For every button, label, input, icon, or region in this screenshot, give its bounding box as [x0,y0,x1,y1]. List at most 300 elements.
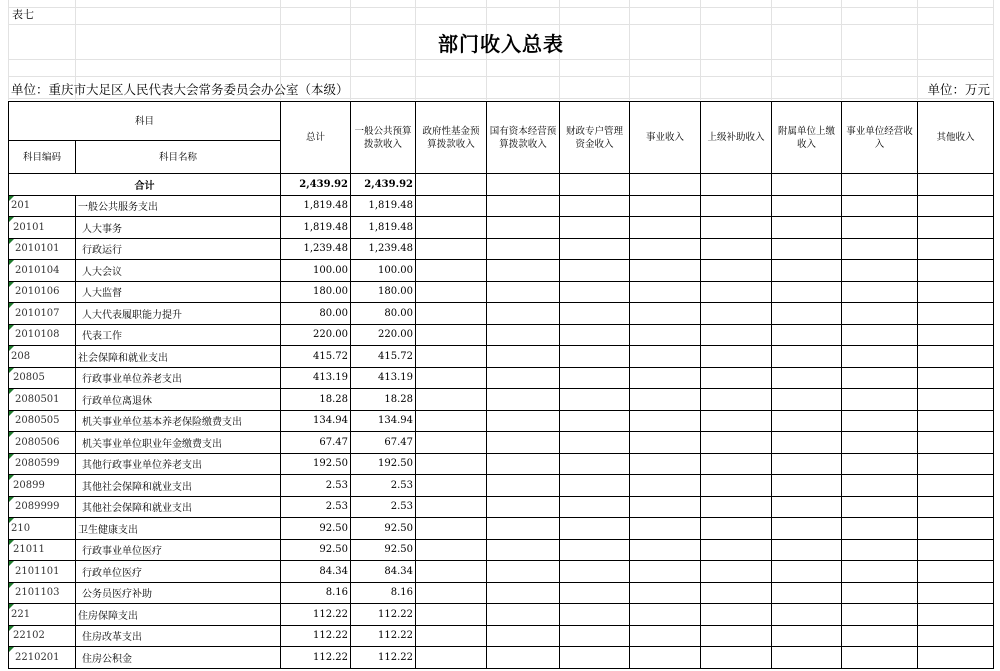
empty-cell [701,281,772,303]
empty-cell [630,346,701,368]
unit-department: 单位：重庆市大足区人民代表大会常务委员会办公室（本级） [11,82,349,97]
subject-code-cell: 221 [9,604,76,626]
empty-cell [772,582,842,604]
empty-cell [487,367,560,389]
empty-cell [701,346,772,368]
cell-marker-icon [9,346,14,351]
empty-cell [701,647,772,669]
empty-cell [487,238,560,260]
cell-marker-icon [9,626,14,631]
subject-name-cell: 人大事务 [76,217,281,239]
empty-cell [918,195,994,217]
income-table [8,101,994,669]
empty-cell [842,346,918,368]
empty-cell [630,604,701,626]
empty-cell [701,432,772,454]
empty-cell [630,367,701,389]
subject-name-cell: 其他社会保障和就业支出 [76,475,281,497]
empty-cell [416,303,487,325]
empty-cell [630,281,701,303]
empty-cell [560,432,630,454]
total-cell: 1,819.48 [281,217,351,239]
table-row [9,389,994,411]
table-row [9,260,994,282]
empty-cell [560,496,630,518]
general-budget-cell: 100.00 [351,260,416,282]
subject-name-cell: 人大代表履职能力提升 [76,303,281,325]
empty-cell [630,561,701,583]
table-row [9,475,994,497]
empty-cell [487,303,560,325]
table-row [9,217,994,239]
subject-name-cell: 卫生健康支出 [76,518,281,540]
header-col-superior-subsidy: 上级补助收入 [701,102,772,174]
cell-marker-icon [9,325,14,330]
cell-marker-icon [9,411,14,416]
table-row [9,604,994,626]
general-budget-cell: 80.00 [351,303,416,325]
empty-cell [416,324,487,346]
empty-cell [918,453,994,475]
empty-cell [416,518,487,540]
empty-cell [630,432,701,454]
general-budget-cell: 2.53 [351,475,416,497]
cell-marker-icon [9,454,14,459]
empty-cell [630,410,701,432]
cell-marker-icon [9,497,14,502]
empty-cell [842,475,918,497]
header-col-special-account: 财政专户管理资金收入 [560,102,630,174]
empty-cell [630,496,701,518]
header-col-operating-income: 事业单位经营收入 [842,102,918,174]
total-cell: 80.00 [281,303,351,325]
empty-cell [630,389,701,411]
subject-name-cell: 人大监督 [76,281,281,303]
empty-cell [701,367,772,389]
empty-cell [416,647,487,669]
subject-name-cell: 住房改革支出 [76,625,281,647]
empty-cell [772,281,842,303]
empty-cell [701,604,772,626]
general-budget-cell: 180.00 [351,281,416,303]
empty-cell [918,367,994,389]
subject-code-cell: 2080506 [9,432,76,454]
empty-cell [560,324,630,346]
empty-cell [560,238,630,260]
empty-cell [630,260,701,282]
empty-cell [918,539,994,561]
total-cell: 413.19 [281,367,351,389]
subject-name-cell: 机关事业单位基本养老保险缴费支出 [76,410,281,432]
empty-cell [560,539,630,561]
subject-name-cell: 其他行政事业单位养老支出 [76,453,281,475]
subject-name-cell: 社会保障和就业支出 [76,346,281,368]
empty-cell [487,324,560,346]
empty-cell [560,281,630,303]
empty-cell [772,367,842,389]
cell-marker-icon [9,303,14,308]
empty-cell [842,647,918,669]
empty-cell [918,281,994,303]
empty-cell [630,238,701,260]
empty-cell [701,561,772,583]
empty-cell [918,324,994,346]
cell-marker-icon [9,239,14,244]
header-col-general-budget: 一般公共预算拨款收入 [351,102,416,174]
total-row [9,174,994,196]
total-label: 合计 [9,174,281,196]
table-row [9,625,994,647]
general-budget-cell: 220.00 [351,324,416,346]
empty-cell [701,475,772,497]
empty-cell [918,410,994,432]
empty-cell [842,432,918,454]
empty-cell [560,367,630,389]
empty-cell [701,389,772,411]
empty-cell [560,453,630,475]
empty-cell [416,432,487,454]
empty-cell [772,625,842,647]
empty-cell [487,647,560,669]
unit-currency: 单位：万元 [927,82,990,97]
header-col-gov-fund: 政府性基金预算拨款收入 [416,102,487,174]
total-cell: 1,819.48 [281,195,351,217]
total-cell: 2.53 [281,496,351,518]
table-row [9,539,994,561]
subject-code-cell: 2010107 [9,303,76,325]
empty-cell [842,561,918,583]
empty-cell [630,303,701,325]
table-row [9,324,994,346]
empty-cell [630,518,701,540]
header-row-1 [9,102,994,141]
empty-cell [416,582,487,604]
total-cell: 18.28 [281,389,351,411]
subject-code-cell: 2010108 [9,324,76,346]
table-row [9,195,994,217]
empty-cell [772,604,842,626]
general-budget-cell: 112.22 [351,604,416,626]
empty-cell [701,260,772,282]
total-cell: 1,239.48 [281,238,351,260]
subject-code-cell: 22102 [9,625,76,647]
empty-cell [416,453,487,475]
subject-code-cell: 201 [9,195,76,217]
empty-cell [701,238,772,260]
empty-cell [701,625,772,647]
subject-code-cell: 2080501 [9,389,76,411]
empty-cell [560,518,630,540]
subject-code-cell: 20899 [9,475,76,497]
empty-cell [560,303,630,325]
empty-cell [560,260,630,282]
empty-cell [772,561,842,583]
empty-cell [630,324,701,346]
empty-cell [487,346,560,368]
empty-cell [772,432,842,454]
subject-name-cell: 行政单位医疗 [76,561,281,583]
cell-marker-icon [9,389,14,394]
general-budget-cell: 415.72 [351,346,416,368]
cell-marker-icon [9,282,14,287]
empty-cell [842,238,918,260]
general-budget-cell: 18.28 [351,389,416,411]
empty-cell [772,647,842,669]
empty-cell [701,195,772,217]
empty-cell [560,195,630,217]
empty-cell [918,582,994,604]
table-row [9,453,994,475]
total-cell: 2.53 [281,475,351,497]
empty-cell [772,475,842,497]
empty-cell [416,625,487,647]
cell-marker-icon [9,432,14,437]
empty-cell [416,604,487,626]
subject-name-cell: 代表工作 [76,324,281,346]
general-budget-cell: 413.19 [351,367,416,389]
empty-cell [560,647,630,669]
total-cell: 112.22 [281,625,351,647]
table-row [9,432,994,454]
subject-name-cell: 住房保障支出 [76,604,281,626]
empty-cell [630,475,701,497]
empty-cell [842,453,918,475]
cell-marker-icon [9,196,14,201]
total-value: 2,439.92 [281,174,351,196]
subject-name-cell: 行政事业单位医疗 [76,539,281,561]
empty-cell [630,582,701,604]
empty-cell [701,303,772,325]
table-row [9,582,994,604]
subject-code-cell: 2010106 [9,281,76,303]
table-row [9,238,994,260]
empty-cell [918,625,994,647]
empty-cell [487,518,560,540]
empty-cell [772,496,842,518]
general-budget-cell: 67.47 [351,432,416,454]
empty-cell [560,475,630,497]
subject-code-cell: 20101 [9,217,76,239]
empty-cell [487,217,560,239]
general-budget-cell: 84.34 [351,561,416,583]
empty-cell [560,625,630,647]
empty-cell [772,518,842,540]
subject-code-cell: 2101103 [9,582,76,604]
subject-code-cell: 2010101 [9,238,76,260]
subject-code-cell: 21011 [9,539,76,561]
empty-cell [416,195,487,217]
empty-cell [560,561,630,583]
header-col-total: 总计 [281,102,351,174]
empty-cell [918,260,994,282]
total-cell: 112.22 [281,647,351,669]
empty-cell [487,475,560,497]
empty-cell [560,217,630,239]
cell-marker-icon [9,368,14,373]
total-cell: 112.22 [281,604,351,626]
table-row [9,346,994,368]
empty-cell [842,582,918,604]
empty-cell [416,367,487,389]
cell-marker-icon [9,583,14,588]
empty-cell [772,260,842,282]
empty-cell [918,604,994,626]
empty-cell [701,453,772,475]
subject-name-cell: 行政单位离退休 [76,389,281,411]
empty-cell [701,539,772,561]
header-subject: 科目 [9,102,281,141]
empty-cell [487,625,560,647]
empty-cell [487,410,560,432]
empty-cell [842,324,918,346]
general-budget-cell: 8.16 [351,582,416,604]
total-cell: 134.94 [281,410,351,432]
empty-cell [842,625,918,647]
header-col-affiliated-turnover: 附属单位上缴收入 [772,102,842,174]
empty-cell [630,539,701,561]
empty-cell [772,389,842,411]
subject-code-cell: 210 [9,518,76,540]
empty-cell [416,475,487,497]
cell-marker-icon [9,518,14,523]
table-row [9,303,994,325]
total-cell: 220.00 [281,324,351,346]
subject-name-cell: 住房公积金 [76,647,281,669]
empty-cell [487,496,560,518]
cell-marker-icon [9,260,14,265]
empty-cell [560,410,630,432]
empty-cell [416,496,487,518]
subject-name-cell: 人大会议 [76,260,281,282]
total-cell: 192.50 [281,453,351,475]
empty-cell [772,324,842,346]
subject-code-cell: 20805 [9,367,76,389]
empty-cell [842,281,918,303]
empty-cell [630,217,701,239]
empty-cell [487,281,560,303]
general-budget-cell: 92.50 [351,539,416,561]
page-title: 部门收入总表 [438,32,564,56]
table-row [9,367,994,389]
empty-cell [918,389,994,411]
empty-cell [487,260,560,282]
empty-cell [630,453,701,475]
general-budget-cell: 192.50 [351,453,416,475]
empty-cell [918,346,994,368]
general-budget-cell: 112.22 [351,647,416,669]
empty-cell [772,217,842,239]
empty-cell [416,281,487,303]
cell-marker-icon [9,561,14,566]
empty-cell [772,453,842,475]
empty-cell [416,238,487,260]
empty-cell [918,496,994,518]
empty-cell [842,303,918,325]
empty-cell [487,539,560,561]
general-budget-cell: 1,819.48 [351,217,416,239]
empty-cell [630,195,701,217]
empty-cell [842,389,918,411]
cell-marker-icon [9,604,14,609]
empty-cell [772,238,842,260]
header-name: 科目名称 [76,141,281,174]
empty-cell [560,389,630,411]
empty-cell [842,260,918,282]
empty-cell [487,195,560,217]
header-col-state-capital: 国有资本经营预算拨款收入 [487,102,560,174]
empty-cell [842,539,918,561]
general-budget-cell: 134.94 [351,410,416,432]
subject-name-cell: 一般公共服务支出 [76,195,281,217]
subject-name-cell: 机关事业单位职业年金缴费支出 [76,432,281,454]
subject-name-cell: 行政事业单位养老支出 [76,367,281,389]
empty-cell [701,582,772,604]
empty-cell [487,453,560,475]
empty-cell [487,561,560,583]
empty-cell [560,346,630,368]
total-cell: 92.50 [281,539,351,561]
empty-cell [918,432,994,454]
empty-cell [772,410,842,432]
empty-cell [560,582,630,604]
general-budget-cell: 112.22 [351,625,416,647]
header-col-other-income: 其他收入 [918,102,994,174]
empty-cell [842,217,918,239]
subject-name-cell: 行政运行 [76,238,281,260]
header-col-business-income: 事业收入 [630,102,701,174]
empty-cell [842,604,918,626]
empty-cell [701,410,772,432]
total-cell: 180.00 [281,281,351,303]
empty-cell [772,539,842,561]
empty-cell [772,303,842,325]
sheet-label: 表七 [12,8,34,21]
empty-cell [487,389,560,411]
empty-cell [918,475,994,497]
cell-marker-icon [9,540,14,545]
empty-cell [918,303,994,325]
empty-cell [416,217,487,239]
table-row [9,496,994,518]
empty-cell [487,582,560,604]
general-budget-cell: 92.50 [351,518,416,540]
general-budget-cell: 1,239.48 [351,238,416,260]
empty-cell [918,238,994,260]
general-budget-cell: 2.53 [351,496,416,518]
empty-cell [416,539,487,561]
total-cell: 100.00 [281,260,351,282]
empty-cell [630,647,701,669]
empty-cell [416,410,487,432]
empty-cell [416,260,487,282]
cell-marker-icon [9,647,14,652]
table-row [9,647,994,669]
empty-cell [918,561,994,583]
empty-cell [842,518,918,540]
empty-cell [701,518,772,540]
subject-name-cell: 其他社会保障和就业支出 [76,496,281,518]
total-cell: 67.47 [281,432,351,454]
empty-cell [918,518,994,540]
empty-cell [842,496,918,518]
total-cell: 415.72 [281,346,351,368]
table-row [9,410,994,432]
table-row [9,518,994,540]
empty-cell [560,604,630,626]
table-row [9,281,994,303]
empty-cell [701,217,772,239]
empty-cell [416,389,487,411]
